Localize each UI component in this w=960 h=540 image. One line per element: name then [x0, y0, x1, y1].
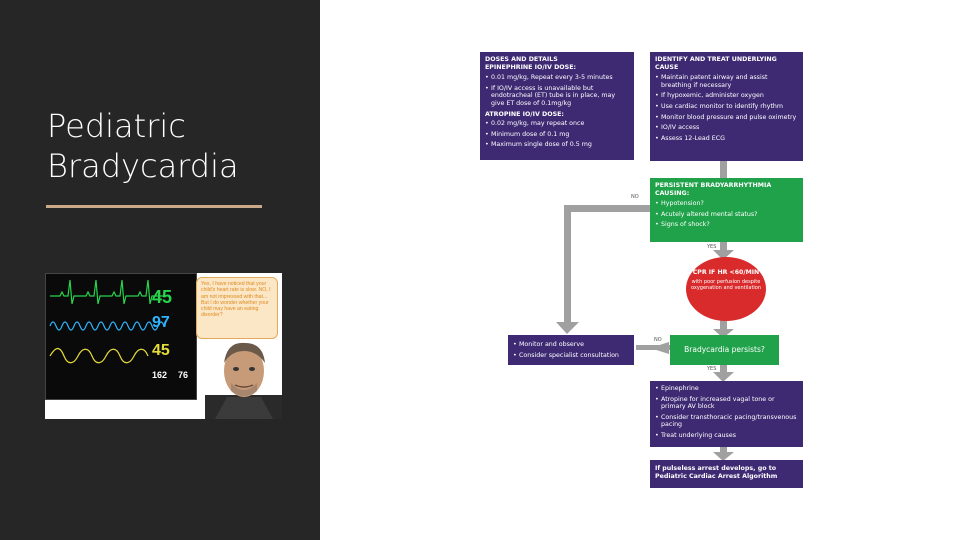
list-item: • Signs of shock?: [655, 221, 798, 229]
list-item: • Monitor blood pressure and pulse oximetry: [655, 114, 798, 122]
no-label: NO: [654, 337, 662, 343]
monitor-bp-value-2: 76: [178, 370, 189, 380]
yes-label: YES: [707, 366, 717, 372]
identify-list: [655, 74, 798, 142]
list-item: • Hypotension?: [655, 200, 798, 208]
cpr-circle: [686, 257, 766, 321]
cpr-subtitle: with poor perfusion despite oxygenation and ventilation: [690, 279, 762, 291]
slide-title-line1: Pediatric: [47, 107, 186, 145]
doses-box: [480, 52, 634, 160]
treatment-list: [655, 385, 798, 440]
list-item: • Maximum single dose of 0.5 mg: [485, 141, 629, 149]
list-item: • Monitor and observe: [513, 341, 629, 349]
list-item: • 0.02 mg/kg, may repeat once: [485, 120, 629, 128]
atropine-heading: ATROPINE IO/IV DOSE:: [485, 110, 564, 118]
persistent-box: [650, 178, 803, 242]
yes-label: YES: [707, 244, 717, 250]
monitor-hr-value: 45: [152, 287, 173, 307]
doses-heading: DOSES AND DETAILS: [485, 56, 558, 63]
speech-bubble: Yes, I have noticed that your child's heart rate is slow. NO, I am not impressed with that... But I do wonder whether your child may have an eating disorder?: [196, 277, 278, 339]
slide-title-line2: Bradycardia: [47, 147, 239, 185]
list-item: • Consider transthoracic pacing/transvenous pacing: [655, 414, 798, 429]
epinephrine-list: [485, 74, 629, 107]
monitor-bp-value: 162: [152, 370, 168, 380]
persistent-list: [655, 200, 798, 229]
list-item: • Acutely altered mental status?: [655, 211, 798, 219]
list-item: • Minimum dose of 0.1 mg: [485, 131, 629, 139]
identify-box: [650, 52, 803, 161]
arrest-box: [650, 460, 803, 488]
list-item: • Assess 12-Lead ECG: [655, 135, 798, 143]
no-label: NO: [631, 194, 639, 200]
list-item: • Consider specialist consultation: [513, 352, 629, 360]
identify-heading: IDENTIFY AND TREAT UNDERLYING CAUSE: [655, 56, 777, 71]
atropine-list: [485, 120, 629, 149]
list-item: • Treat underlying causes: [655, 432, 798, 440]
list-item: • Atropine for increased vagal tone or primary AV block: [655, 396, 798, 411]
list-item: • Maintain patent airway and assist breathing if necessary: [655, 74, 798, 89]
cpr-title: CPR IF HR <60/MIN: [692, 269, 760, 276]
treatment-box: [650, 381, 803, 447]
persistent-heading: PERSISTENT BRADYARRHYTHMIA CAUSING:: [655, 182, 772, 197]
bradycardia-persists-box: [670, 335, 779, 365]
arrest-text: If pulseless arrest develops, go to Pediatric Cardiac Arrest Algorithm: [655, 465, 778, 480]
list-item: • If hypoxemic, administer oxygen: [655, 92, 798, 100]
monitor-resp-value: 45: [152, 342, 170, 359]
list-item: • Epinephrine: [655, 385, 798, 393]
monitor-spo2-value: 97: [152, 314, 170, 331]
monitor-observe-box: [508, 335, 634, 365]
list-item: • IO/IV access: [655, 124, 798, 132]
monitor-list: [513, 341, 629, 359]
list-item: • Use cardiac monitor to identify rhythm: [655, 103, 798, 111]
list-item: • 0.01 mg/kg, Repeat every 3-5 minutes: [485, 74, 629, 82]
list-item: • If IO/IV access is unavailable but endotracheal (ET) tube is in place, may give ET dose of 0.1mg/kg: [485, 85, 629, 108]
epinephrine-heading: EPINEPHRINE IO/IV DOSE:: [485, 63, 577, 71]
persists-label: Bradycardia persists?: [684, 345, 765, 354]
